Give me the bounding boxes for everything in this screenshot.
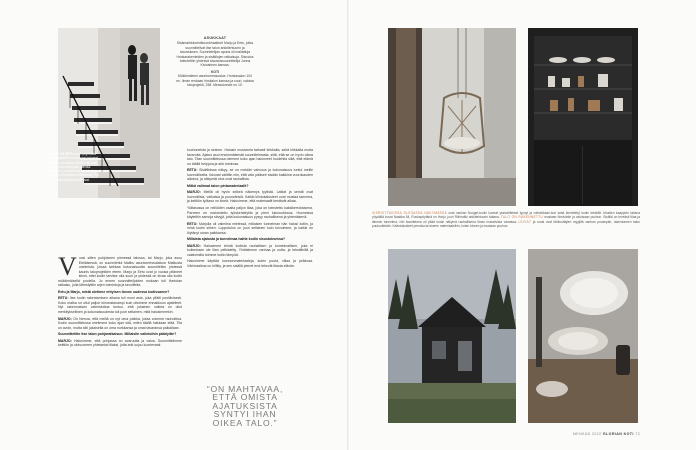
residents-caption [176,36,254,87]
answer-5: MARJO: Meillä oli hyvin selkeä näkemys tyylistä. Lattiat ja seinät ovat luonnollisia, valkoisia ja puunvärisiä. Kaikki kiintokalusteet ovat mustaa tammea, ja keittiön työtaso on kiveä. Halusimme, että materiaalit kestävät aikaa. [187,190,313,204]
intro-text: uosi sitten pohjoiseen pienessä talossa, tai Marjo, joka asuu Eteläisessä, on suunnitellut Malibu asuntomessutaloon Matkusta unelmista, joissa tarkkaa kokonaisuutta suunnitellen yhdessä kaunis taloprojektien eteen. Marjo ja Eetu ovat jo vuosia pitäneet kiinni, ettei kodin tarvitse olla suuri ja yhdessä on kivaa olla kodin mökkimäisellä puolella. Jo ennen suunnittelijoiden mukaan tuli Hartolan ratkaisu, jolla lähestyttiin arjen toimintoja ja tavoitteita. [58,256,182,288]
caption-highlight-1: VIEROITTAVISSA OLEVASSA NÄKYMÄSSÄ [372,211,447,215]
intro-paragraph [58,252,182,288]
home-body: Mökkimäinen asuntomessualue, Honkasalon 104 m², ilman renkaan hirsitalon kanssa ja suuri, valoisa taloprojekti, 258. Messukohde no 10. [176,74,254,88]
footer-issue: MENKÄÄ 2022 [572,432,602,436]
caption-highlight-2: TALO ON RAKENNETTU [500,215,544,220]
stairs-caption [48,152,106,182]
answer-2: MARJO: On hienoa, että meillä on nyt oma paikka, jossa voimme rauhoittua. Kodin suunnittelussa mietimme koko ajan sitä, miten täällä halutaan elää. Tila on avoin, mutta silti jokaisella on oma nurkkansa ja omat tavaransa paikallaan. [58,316,182,330]
tableware-photo [528,249,638,423]
page-number: 73 [635,432,640,436]
caption-highlight-3: LEIVÄT [518,219,532,224]
article-column-1 [58,252,182,350]
question-3: Mitkä valinnat talon pintamateriaalit? [187,183,249,188]
home-heading: KOTI [210,69,220,74]
caption-text-3: ja ruoat ovat lähituottajien myyjiltä vanhan puusepän, rakentuneen talon puutuotteisiin. Kattokalusteet perustuvat alueen materiaaleihin, kuten kiveen ja mustaan puuhun. [372,219,640,228]
question-1: Eetu ja Marjo, mistä oletinne erityisen ilonne uudessa kodissanne? [58,289,170,294]
col2-paragraph: kuohuneista ja sininen. Halusin muutamia tarkasti kirkkaita, sekä kirkkaita muita tavaroita. Ajatus asui ensimmäisestä suunnitelmasta, siitä, että se on hyvin oikea talo. Tilan suunnittelussa olemme koko ajan halunneet huolehtia siitä, että elämä on täällä helppoa ja arki toimivaa. [187,148,313,166]
page-footer [528,432,640,436]
question-2: Suunnittelitte itse talon pohjaratkaisun. Millaisiin valintoihin päädyitte? [58,332,177,337]
answer-8: MARJO: Halusimme tehdä kodista rauhallisen ja tunnelmallisen, joka ei kuitenkaan ole liian pelkistetty. Yhdistimme vanhaa ja uutta, ja tekstiileillä ja valaisimilla toimme kotiin lämpöä. [187,243,313,257]
question-4: Millaista ajatusta ja tunnelmaa haitte kodin sisustuksessa? [187,237,286,242]
article-column-2 [187,148,313,271]
caption-text-2: mustaan hirsiväriin ja valoisaan puuhun. Sisällä on leveästi tilaa ja lämmin tunnelma, niin tavoitteena oli pitää kodin näkymä rauhallisena ilman massiivista varastoa. [372,215,641,224]
answer-1: EETU: Itse kodin rakentamisen aikana tuli moni asia, joka yllätti positiivisesti. Koko matka on ollut paljon kiinnostavampi kuin olisimme ennakkoon ajatelleet. Nyt rakennuksen valmistuttua tuntuu, että jokainen valinta on ollut merkityksellinen ja kokonaisuudesta tuli juuri sellainen, mitä halusimmekin. [58,296,182,315]
kitchen-shelf-photo [528,28,638,206]
answer-3: MARJO: Halusimme, että pohjassa on avaruutta ja valoa. Suunnittelimme keittiön ja olohuoneen yhteiseksi tilaksi, jotta arki sujuu luontevasti. [58,338,182,348]
hanging-chair-photo [388,28,516,206]
footer-brand: GLORIAN KOTI [602,432,634,436]
answer-9: Halusimme käyttää luonnonmateriaaleja, kuten puuta, villaa ja pellavaa. Värimaailma on hillitty, ja sen sisällä pienet erot tekevät tilasta elävän. [187,259,313,269]
drop-cap: V [58,252,77,281]
pull-quote: “ON MAHTAVAA, ETTÄ OMISTA AJATUKSISTA SYNTYI IHAN OIKEA TALO.” [206,384,284,428]
caption-text-1: ovat vanhan Nouget-tuolin luomat yksiselitteiset tyynyt ja rottinkikaari-kori sekä kierrätetyt kodin tekstiilit. Mustien kaappien takana pöydällä kuvat Naakka 54, Ruokapöytänä on Harju, juuri Riihimäki arkkitehtuurin takana. [372,211,640,220]
stairs-caption-lead: MARJO JA EETU [48,152,74,156]
house-exterior-photo [388,249,516,423]
page-gutter [347,0,349,450]
residents-heading: ASUKKAAT [203,36,227,40]
answer-4: EETU: Sisätiloissa näkyy, se on meidän vahvuus ja kokonaisuus tuntui meille luonnolliselta. Ikkunat valittiin niin, että valo pääsee sisään kaikkina vuorokauden aikoina, ja näkymät ulos ovat rauhallisia. [187,168,313,182]
stairs-caption-text: ovat työyhdistä ravintolaperheen tukkoneet tehneet. Kaikkien muotoilun taiteilemat ovat Graafen ko-vaiheessa kanssa. Valkoinen, mustaa puutaa, Vaakaportaan yhteinen Wuokkanen-Mikkonen, Pro Grey -kalkkimaali-seinät ovat. [48,152,107,182]
answer-6: Ylätasossa on neliöiden osalta paljon tilaa, joka on toteutettu kaksikerroksisena. Parveen on mahdutettu työskentelytila ja pieni lukunurkkaus. Huoneissa käytettiin samoja sävyjä, jotta kokonaisuus pysyy rauhallisena ja yhtenäisenä. [187,206,313,220]
right-page-caption [372,211,640,228]
residents-body: Sisämarkkinointikoordinaattorit Marjo ja Eetu, jotka suunnittelivat itse talon arkkitehtuurin ja sisustuksen. Suunnittelijan apuna oli mallattuja Honkarakenteiden ja sisätilojen ratkaisuja. Sisustus toteutettiin yhdessä sisustussuunnittelija Jonna Kivisalmen kanssa. [176,41,254,68]
answer-7: EETU: Marjolla oli valmiina mielessä, millaisen tunnelman hän halusi kotiin, ja minä luotin siihen. Lopputulos on juuri sellainen kuin toivoimme, ja kaikki on löytänyt oman paikkansa. [187,221,313,235]
